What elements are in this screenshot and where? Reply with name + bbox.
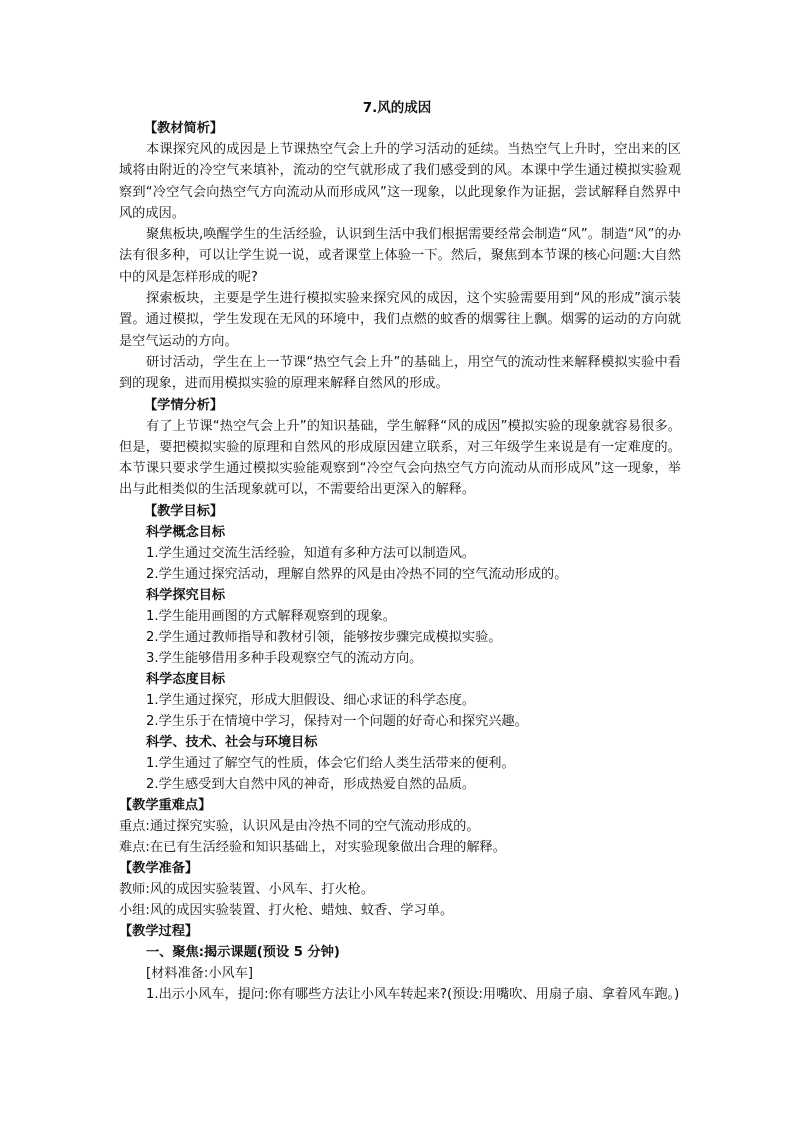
list-item: 2.学生通过教师指导和教材引领，能够按步骤完成模拟实验。 — [146, 629, 502, 645]
paragraph: 聚焦板块,唤醒学生的生活经验，认识到生活中我们根据需要经常会制造“风”。制造“风”的办法有很多种，可以让学生说一说，或者课堂上体验一下。然后，聚焦到本节课的核心问题:大自然中的风是怎样形成的呢? — [119, 227, 681, 285]
subheading-inquiry: 科学探究目标 — [146, 587, 226, 603]
paragraph: 有了上节课“热空气会上升”的知识基础，学生解释“风的成因”模拟实验的现象就容易很多。但是，要把模拟实验的原理和自然风的形成原因建立联系，对三年级学生来说是有一定难度的。本节课只要求学生通过模拟实验能观察到“冷空气会向热空气方向流动从而形成风”这一现象，举出与此相类似的生活现象就可以，不需要给出更深入的解释。 — [119, 418, 681, 498]
paragraph: 探索板块，主要是学生进行模拟实验来探究风的成因，这个实验需要用到“风的形成”演示装置。通过模拟，学生发现在无风的环境中，我们点燃的蚊香的烟雾往上飘。烟雾的运动的方向就是空气运动的方向。 — [119, 291, 681, 349]
paragraph: 本课探究风的成因是上节课热空气会上升的学习活动的延续。当热空气上升时，空出来的区域将由附近的冷空气来填补，流动的空气就形成了我们感受到的风。本课中学生通过模拟实验观察到“冷空气会向热空气方向流动从而形成风”这一现象，以此现象作为证据，尝试解释自然界中风的成因。 — [119, 142, 681, 221]
section-heading-jiaocai: 【教材简析】 — [144, 121, 224, 136]
list-item: 2.学生感受到大自然中风的神奇，形成热爱自然的品质。 — [146, 776, 476, 792]
list-item: 2.学生乐于在情境中学习，保持对一个问题的好奇心和探究兴趣。 — [146, 713, 528, 729]
section-heading-zhongnan: 【教学重难点】 — [119, 797, 212, 813]
paragraph: 研讨活动，学生在上一节课“热空气会上升”的基础上，用空气的流动性来解释模拟实验中看到的现象，进而用模拟实验的原理来解释自然风的形成。 — [119, 354, 681, 392]
subheading-concept: 科学概念目标 — [146, 524, 226, 540]
section-heading-mubiao: 【教学目标】 — [144, 503, 224, 519]
material-note: [材料准备:小风车] — [146, 965, 254, 981]
step-title: 一、聚焦:揭示课题(预设 5 分钟) — [146, 944, 340, 960]
list-item: 1.学生通过了解空气的性质，体会它们给人类生活带来的便利。 — [146, 755, 515, 771]
text-line: 难点:在已有生活经验和知识基础上，对实验现象做出合理的解释。 — [119, 839, 506, 855]
paragraph: 1.出示小风车，提问:你有哪些方法让小风车转起来?(预设:用嘴吹、用扇子扇、拿着风车跑。) — [146, 986, 680, 1002]
text-line: 教师:风的成因实验装置、小风车、打火枪。 — [119, 881, 375, 897]
text-line: 重点:通过探究实验，认识风是由冷热不同的空气流动形成的。 — [119, 818, 480, 834]
document-body — [119, 118, 681, 1005]
section-heading-zhunbei: 【教学准备】 — [119, 860, 199, 876]
text-line: 小组:风的成因实验装置、打火枪、蜡烛、蚊香、学习单。 — [119, 902, 454, 918]
section-heading-xueqing: 【学情分析】 — [144, 397, 224, 413]
list-item: 3.学生能够借用多种手段观察空气的流动方向。 — [146, 650, 423, 666]
list-item: 1.学生能用画图的方式解释观察到的现象。 — [146, 608, 396, 624]
document-title: 7.风的成因 — [362, 100, 432, 116]
section-heading-guocheng: 【教学过程】 — [119, 923, 199, 939]
subheading-attitude: 科学态度目标 — [146, 671, 226, 687]
list-item: 2.学生通过探究活动，理解自然界的风是由冷热不同的空气流动形成的。 — [146, 566, 568, 582]
list-item: 1.学生通过探究，形成大胆假设、细心求证的科学态度。 — [146, 692, 476, 708]
subheading-stse: 科学、技术、社会与环境目标 — [146, 734, 318, 750]
list-item: 1.学生通过交流生活经验，知道有多种方法可以制造风。 — [146, 545, 476, 561]
